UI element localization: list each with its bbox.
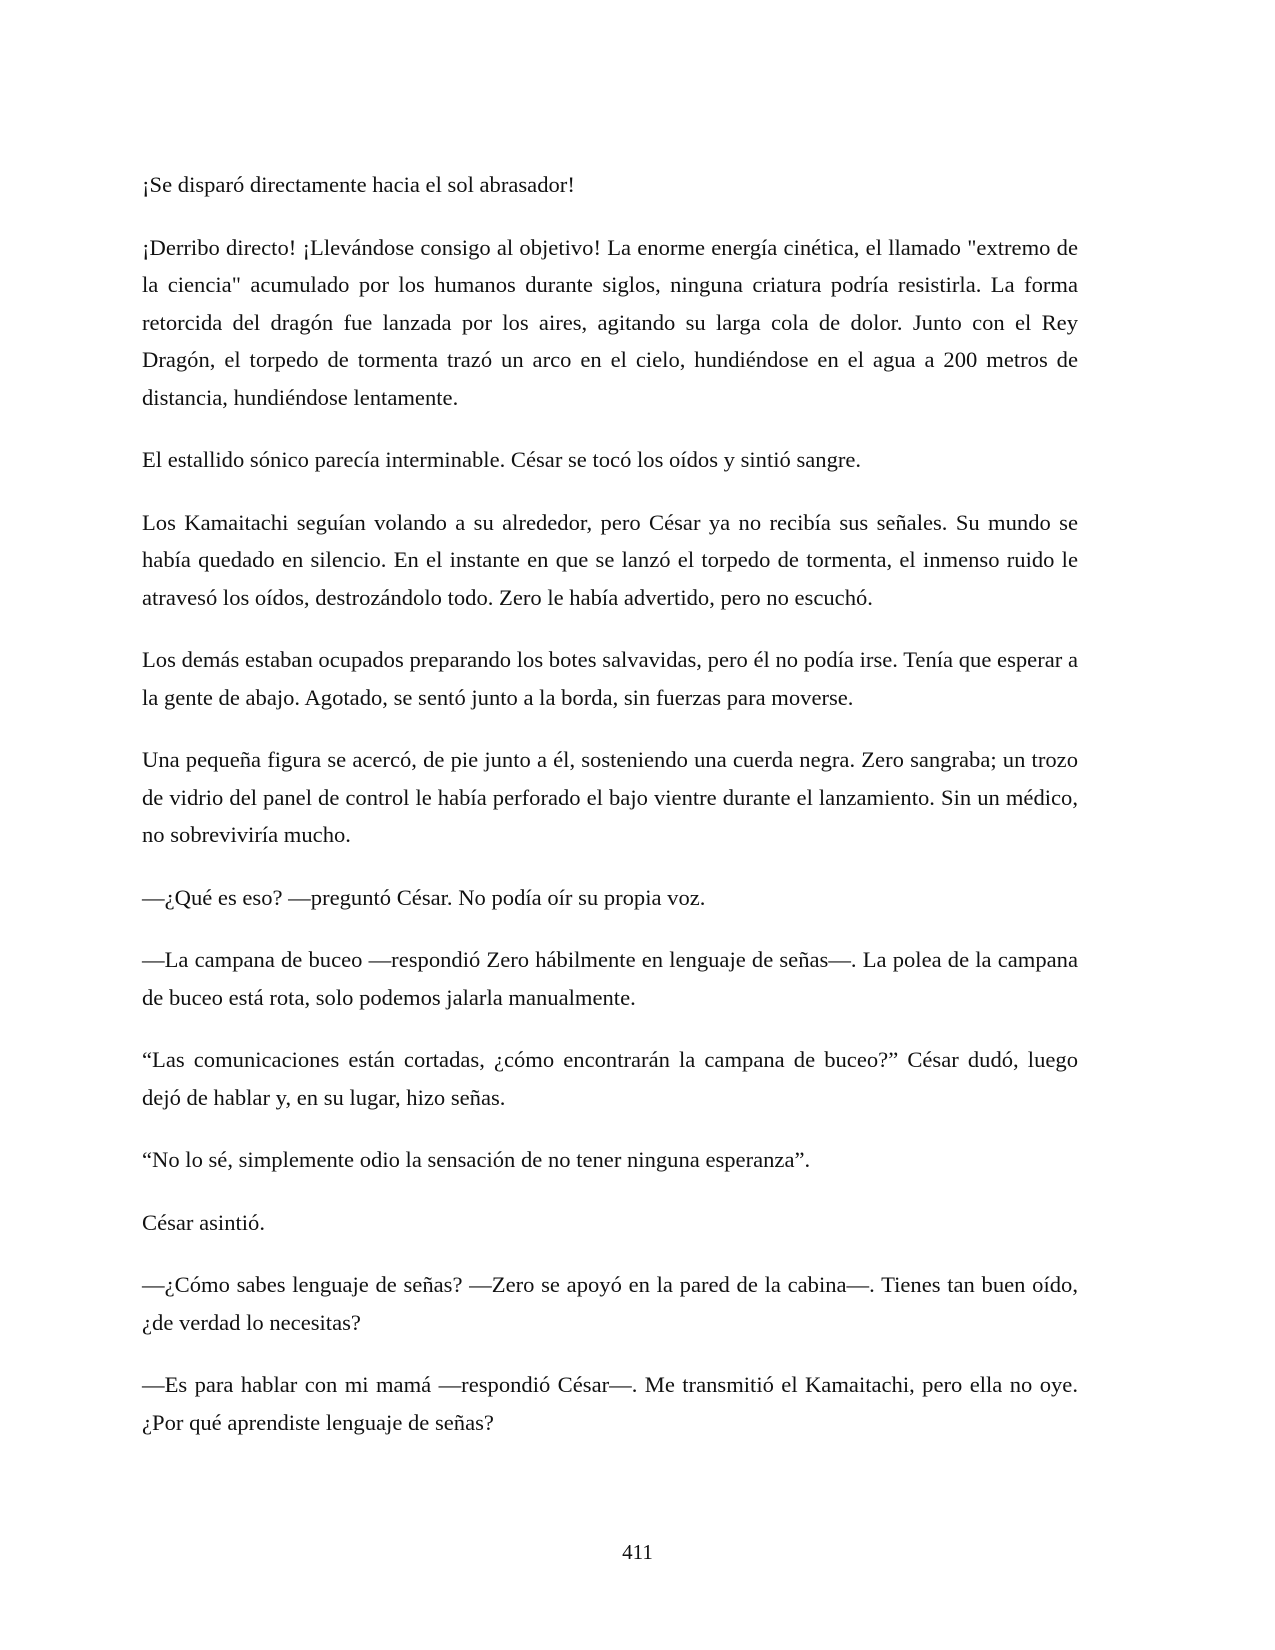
paragraph-9: “Las comunicaciones están cortadas, ¿cómo encontrarán la campana de buceo?” César dudó, luego dejó de hablar y, en su lugar, hizo señas. xyxy=(142,1047,1078,1110)
paragraph-8: —La campana de buceo —respondió Zero hábilmente en lenguaje de señas—. La polea de la campana de buceo está rota, solo podemos jalarla manualmente. xyxy=(142,947,1078,1010)
paragraph-5: Los demás estaban ocupados preparando los botes salvavidas, pero él no podía irse. Tenía que esperar a la gente de abajo. Agotado, se sentó junto a la borda, sin fuerzas para moverse. xyxy=(142,647,1078,710)
paragraph-4: Los Kamaitachi seguían volando a su alrededor, pero César ya no recibía sus señales. Su mundo se había quedado en silencio. En el instante en que se lanzó el torpedo de tormenta, el inmenso ruido le atravesó los oídos, destrozándolo todo. Zero le había advertido, pero no escuchó. xyxy=(142,509,1078,610)
page-number: 411 xyxy=(622,1540,653,1564)
paragraph-3: El estallido sónico parecía interminable. César se tocó los oídos y sintió sangre. xyxy=(142,447,862,472)
paragraph-7: —¿Qué es eso? —preguntó César. No podía oír su propia voz. xyxy=(142,884,706,910)
body-text-column xyxy=(142,166,1078,1441)
paragraph-13: —Es para hablar con mi mamá —respondió César—. Me transmitió el Kamaitachi, pero ella no oye. ¿Por qué aprendiste lenguaje de señas? xyxy=(142,1372,1078,1435)
paragraph-12: —¿Cómo sabes lenguaje de señas? —Zero se apoyó en la pared de la cabina—. Tienes tan buen oído, ¿de verdad lo necesitas? xyxy=(142,1272,1078,1335)
paragraph-2: ¡Derribo directo! ¡Llevándose consigo al objetivo! La enorme energía cinética, el llamado "extremo de la ciencia" acumulado por los humanos durante siglos, ninguna criatura podría resistirla. La forma retorcida del dragón fue lanzada por los aires, agitando su larga cola de dolor. Junto con el Rey Dragón, el torpedo de tormenta trazó un arco en el cielo, hundiéndose en el agua a 200 metros de distancia, hundiéndose lentamente. xyxy=(142,234,1078,410)
paragraph-10: “No lo sé, simplemente odio la sensación de no tener ninguna esperanza”. xyxy=(142,1147,811,1172)
paragraph-1: ¡Se disparó directamente hacia el sol abrasador! xyxy=(142,172,575,197)
paragraph-6: Una pequeña figura se acercó, de pie junto a él, sosteniendo una cuerda negra. Zero sangraba; un trozo de vidrio del panel de control le había perforado el bajo vientre durante el lanzamiento. Sin un médico, no sobreviviría mucho. xyxy=(142,747,1078,847)
paragraph-11: César asintió. xyxy=(142,1209,265,1235)
